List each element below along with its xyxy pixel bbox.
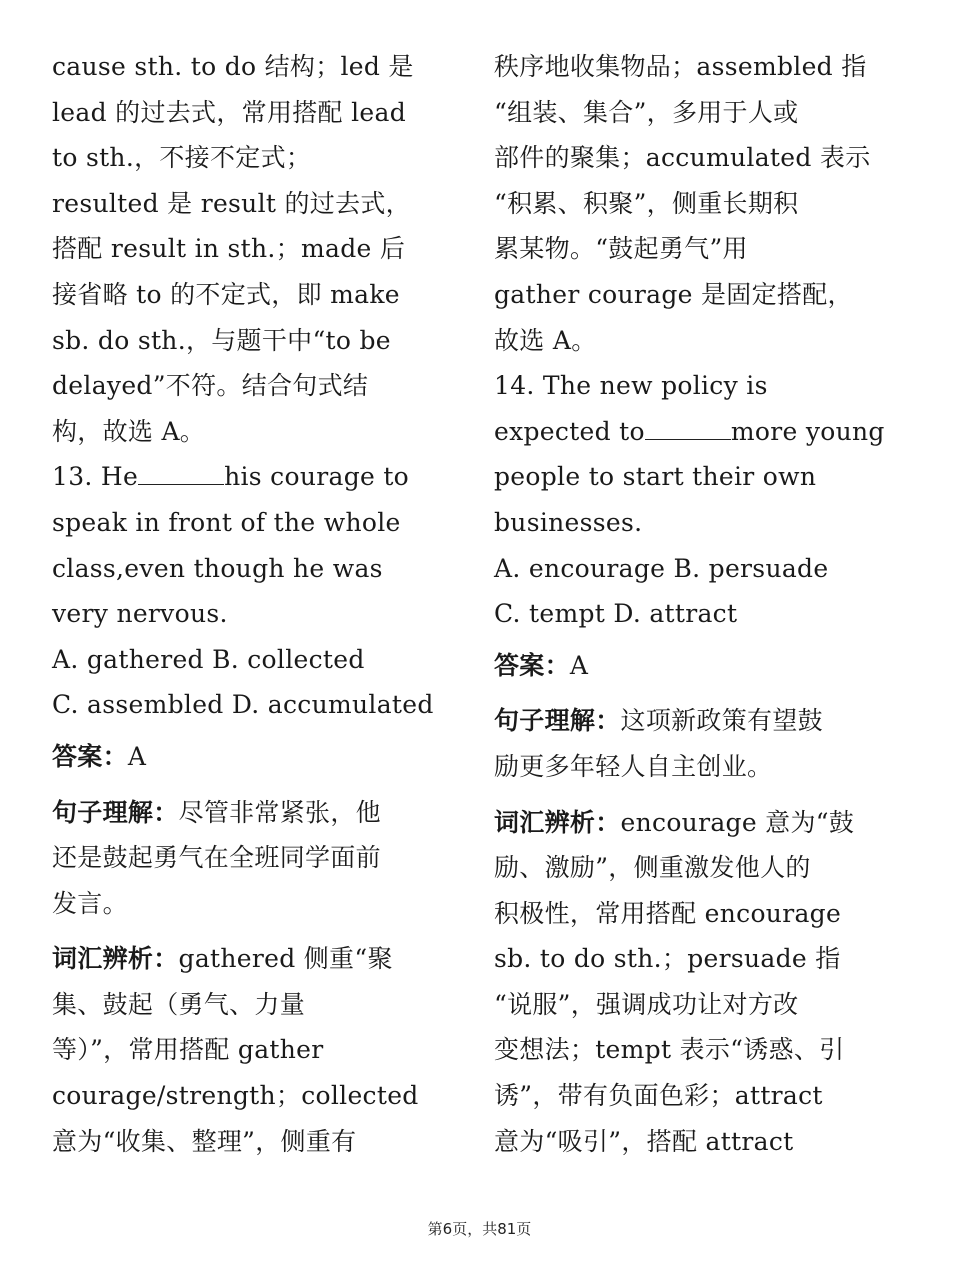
text-line: sb. do sth.，与题干中“to be xyxy=(52,325,391,355)
vocab-row xyxy=(494,800,914,846)
understanding-text-line: 发言。 xyxy=(52,888,128,918)
question-text-line: businesses. xyxy=(494,507,643,537)
vocab-text-line: 变想法；tempt 表示“诱惑、引 xyxy=(494,1035,845,1065)
understanding-text-line: 励更多年轻人自主创业。 xyxy=(494,751,773,781)
text-line: gather courage 是固定搭配， xyxy=(494,279,853,309)
text-line: to sth.，不接不定式； xyxy=(52,143,312,173)
vocab-text-line: sb. to do sth.；persuade 指 xyxy=(494,944,841,974)
vocab-text-line: “说服”，强调成功让对方改 xyxy=(494,989,799,1019)
vocab-text: gathered 侧重“聚 xyxy=(178,944,393,974)
text-line: “积累、积聚”，侧重长期积 xyxy=(494,188,799,218)
right-column xyxy=(494,44,914,1164)
vocab-text-line: 励、激励”，侧重激发他人的 xyxy=(494,853,811,883)
question-text-line xyxy=(494,409,914,455)
text-line: lead 的过去式，常用搭配 lead xyxy=(52,97,406,127)
vocab-text-line: courage/strength；collected xyxy=(52,1081,419,1111)
answer-row xyxy=(52,734,462,780)
answer-blank xyxy=(138,462,224,485)
vocab-row xyxy=(52,936,462,982)
vocab-text: encourage 意为“鼓 xyxy=(620,807,855,837)
understanding-text: 尽管非常紧张，他 xyxy=(178,797,381,827)
text-line: 故选 A。 xyxy=(494,325,597,355)
question-13-stem xyxy=(52,454,462,500)
text-line: 搭配 result in sth.；made 后 xyxy=(52,234,406,264)
question-text-line: class,even though he was xyxy=(52,553,383,583)
question-text: more young xyxy=(730,416,885,446)
question-text-line: people to start their own xyxy=(494,462,817,492)
understanding-text-line: 还是鼓起勇气在全班同学面前 xyxy=(52,843,381,873)
understanding-text: 这项新政策有望鼓 xyxy=(620,706,823,736)
vocab-text-line: 诱”，带有负面色彩；attract xyxy=(494,1081,823,1111)
answer-row xyxy=(494,643,914,689)
vocab-label: 词汇辨析： xyxy=(52,944,179,974)
understanding-label: 句子理解： xyxy=(494,706,621,736)
vocab-text-line: 集、鼓起（勇气、力量 xyxy=(52,989,306,1019)
vocab-text-line: 意为“吸引”，搭配 attract xyxy=(494,1126,794,1156)
answer-blank xyxy=(645,417,731,440)
text-line: delayed”不符。结合句式结 xyxy=(52,371,369,401)
options-line: A. encourage B. persuade xyxy=(494,553,829,583)
answer-value: A xyxy=(569,650,589,680)
answer-label: 答案： xyxy=(494,650,570,680)
question-number-text: 13. He xyxy=(52,462,139,492)
left-column xyxy=(52,44,462,1164)
question-text-line: speak in front of the whole xyxy=(52,507,401,537)
text-line: “组装、集合”，多用于人或 xyxy=(494,97,799,127)
understanding-label: 句子理解： xyxy=(52,797,179,827)
text-line: 构，故选 A。 xyxy=(52,416,206,446)
understanding-row xyxy=(52,790,462,836)
answer-value: A xyxy=(127,741,147,771)
text-line: cause sth. to do 结构；led 是 xyxy=(52,52,414,81)
options-line: A. gathered B. collected xyxy=(52,644,365,674)
vocab-text-line: 意为“收集、整理”，侧重有 xyxy=(52,1126,357,1156)
vocab-label: 词汇辨析： xyxy=(494,807,621,837)
question-14-stem: 14. The new policy is xyxy=(494,371,768,401)
page-indicator: 第6页，共81页 xyxy=(427,1220,532,1238)
question-text: his courage to xyxy=(224,462,410,492)
question-text-line: very nervous. xyxy=(52,599,228,629)
vocab-text-line: 积极性，常用搭配 encourage xyxy=(494,898,842,928)
answer-label: 答案： xyxy=(52,741,128,771)
vocab-text-line: 等）”，常用搭配 gather xyxy=(52,1035,324,1065)
question-text: expected to xyxy=(494,416,645,446)
options-line: C. assembled D. accumulated xyxy=(52,690,434,720)
options-line: C. tempt D. attract xyxy=(494,599,738,629)
text-line: 部件的聚集；accumulated 表示 xyxy=(494,143,871,173)
text-line: resulted 是 result 的过去式， xyxy=(52,188,411,218)
text-line: 秩序地收集物品；assembled 指 xyxy=(494,52,867,81)
text-line: 累某物。“鼓起勇气”用 xyxy=(494,234,748,264)
text-line: 接省略 to 的不定式，即 make xyxy=(52,279,400,309)
understanding-row xyxy=(494,698,914,744)
